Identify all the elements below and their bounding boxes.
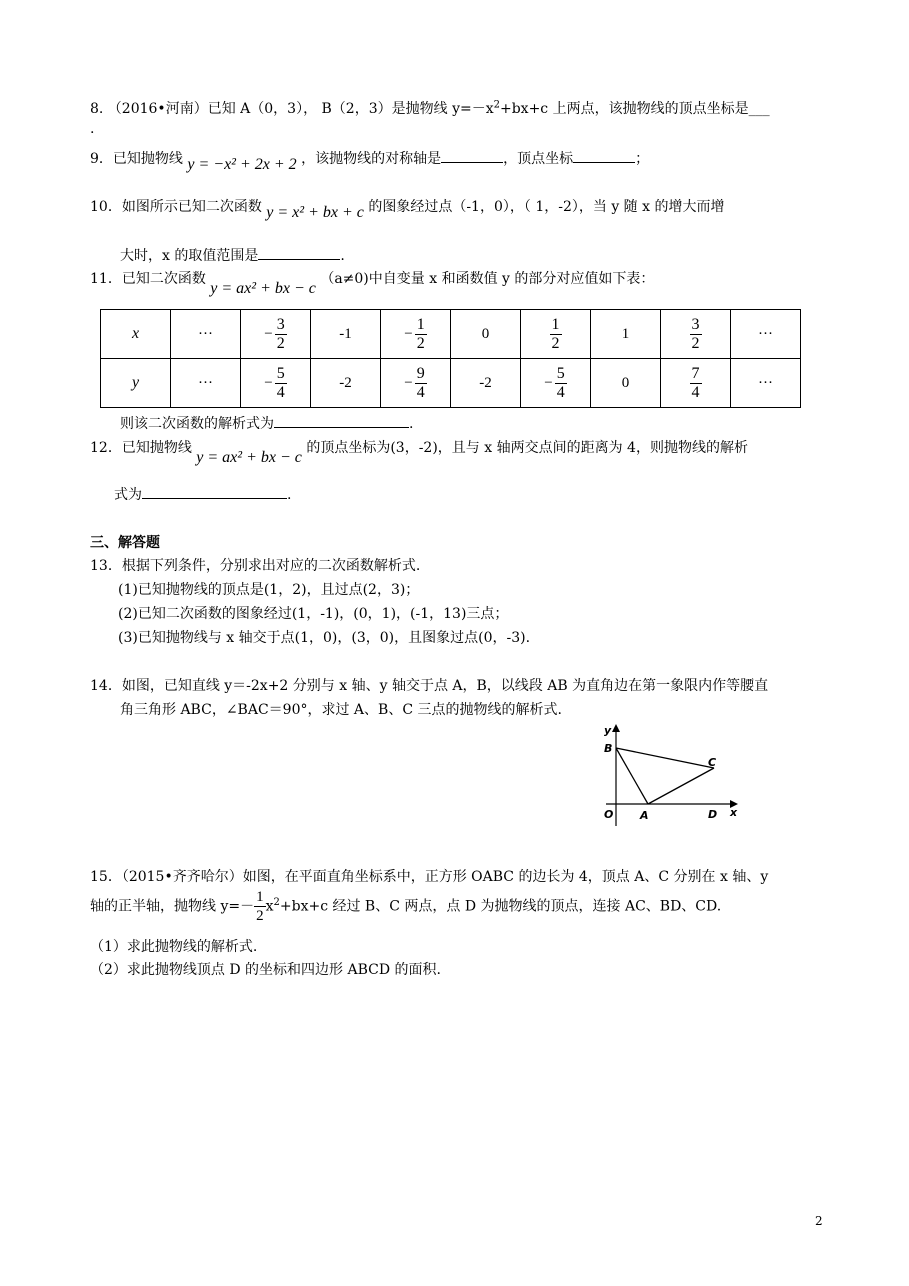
q9-mid: ，该抛物线的对称轴是 xyxy=(301,151,442,167)
q11-post: （a≠0)中自变量 x 和函数值 y 的部分对应值如下表： xyxy=(320,271,655,287)
q10-line2-end: . xyxy=(340,248,345,264)
label-c: C xyxy=(708,756,717,769)
q11-formula: y = ax² + bx − c xyxy=(210,280,316,297)
label-o: O xyxy=(604,808,614,821)
label-x: x xyxy=(730,806,738,819)
q15-part1: （1）求此抛物线的解析式. xyxy=(90,939,258,955)
value-table xyxy=(100,309,801,408)
q9-pre: 9．已知抛物线 xyxy=(90,151,183,167)
q13-part3: (3)已知抛物线与 x 轴交于点(1，0)，(3，0)，且图象过点(0，-3). xyxy=(118,630,531,646)
table-head-y: y xyxy=(101,359,171,408)
label-d: D xyxy=(708,808,718,821)
table-cell: $\frac{7}{4}$ xyxy=(661,359,731,408)
table-cell: 0 xyxy=(451,310,521,359)
q11-after-end: . xyxy=(409,416,414,432)
label-y: y xyxy=(604,724,612,737)
q9-blank-axis[interactable] xyxy=(441,148,503,163)
q13-part2: (2)已知二次函数的图象经过(1，-1)，(0，1)，(-1，13)三点； xyxy=(118,606,509,622)
table-cell: − $\frac{5}{4}$ xyxy=(521,359,591,408)
q12-blank[interactable] xyxy=(142,484,287,499)
q10-pre: 10．如图所示已知二次函数 xyxy=(90,199,262,215)
table-cell: ··· xyxy=(171,310,241,359)
table-cell: -2 xyxy=(451,359,521,408)
q11-pre: 11．已知二次函数 xyxy=(90,271,206,287)
q12-line2 xyxy=(114,484,291,504)
question-12 xyxy=(90,437,748,466)
q15-line2-pre: 轴的正半轴，抛物线 y=－ xyxy=(90,898,255,915)
q10-blank[interactable] xyxy=(258,245,340,260)
table-cell: ··· xyxy=(731,359,801,408)
q10-line2 xyxy=(120,245,345,265)
table-cell: 0 xyxy=(591,359,661,408)
q12-pre: 12．已知抛物线 xyxy=(90,440,192,456)
q8-text: 8. （2016•河南）已知 A（0，3）， B（2，3）是抛物线 y=－x xyxy=(90,101,494,117)
question-13: 13．根据下列条件，分别求出对应的二次函数解析式. xyxy=(90,558,421,574)
q11-after-text: 则该二次函数的解析式为 xyxy=(120,416,274,432)
q13-part1: (1)已知抛物线的顶点是(1，2)，且过点(2，3)； xyxy=(118,582,420,598)
q8-line2: . xyxy=(90,121,95,137)
label-b: B xyxy=(604,742,613,755)
label-a: A xyxy=(640,809,649,822)
table-cell: $\frac{1}{2}$ xyxy=(521,310,591,359)
q9-mid2: ，顶点坐标 xyxy=(503,151,574,167)
q9-end: ； xyxy=(635,151,650,167)
q11-after xyxy=(120,413,413,433)
table-cell: − $\frac{1}{2}$ xyxy=(381,310,451,359)
q15-x: x xyxy=(265,898,274,915)
q10-formula: y = x² + bx + c xyxy=(266,204,364,221)
table-cell: ··· xyxy=(171,359,241,408)
table-row-x xyxy=(101,310,801,359)
q12-line2-end: . xyxy=(287,487,292,503)
table-cell: 1 xyxy=(591,310,661,359)
question-11 xyxy=(90,268,655,297)
q12-line2-text: 式为 xyxy=(114,487,142,503)
table-cell: -1 xyxy=(311,310,381,359)
q15-line2-end: +bx+c 经过 B、C 两点，点 D 为抛物线的顶点，连接 AC、BD、CD. xyxy=(279,898,722,915)
q9-formula: y = −x² + 2x + 2 xyxy=(187,156,297,173)
triangle-figure xyxy=(590,722,750,832)
table-cell: $\frac{3}{2}$ xyxy=(661,310,731,359)
q15-fraction: $\frac{1}{2}$ xyxy=(256,889,264,924)
table-cell: − $\frac{9}{4}$ xyxy=(381,359,451,408)
q10-post: 的图象经过点（-1，0），（ 1，-2），当 y 随 x 的增大而增 xyxy=(368,199,725,215)
q14-line2: 角三角形 ABC，∠BAC＝90°，求过 A、B、C 三点的抛物线的解析式. xyxy=(120,702,562,718)
q12-post: 的顶点坐标为(3，-2)，且与 x 轴两交点间的距离为 4，则抛物线的解析 xyxy=(306,440,748,456)
q15-sup: 2 xyxy=(273,896,280,908)
page-number: 2 xyxy=(815,1214,823,1228)
segment-bc xyxy=(616,748,717,769)
segment-ba xyxy=(616,748,648,804)
q8-text-b: +bx+c 上两点，该抛物线的顶点坐标是___ xyxy=(499,101,770,117)
table-head-x: x xyxy=(101,310,171,359)
q15-line2 xyxy=(90,888,721,925)
question-8 xyxy=(90,98,770,118)
question-9 xyxy=(90,148,650,173)
segment-ac xyxy=(648,768,714,804)
section-heading: 三、解答题 xyxy=(90,535,160,551)
q10-line2-text: 大时，x 的取值范围是 xyxy=(120,248,259,264)
q11-blank[interactable] xyxy=(274,413,409,428)
y-axis-arrow xyxy=(612,724,620,732)
question-14: 14．如图，已知直线 y＝-2x+2 分别与 x 轴、y 轴交于点 A，B，以线段 AB 为直角边在第一象限内作等腰直 xyxy=(90,678,769,694)
table-cell: − $\frac{5}{4}$ xyxy=(241,359,311,408)
table-cell: ··· xyxy=(731,310,801,359)
table-row-y xyxy=(101,359,801,408)
question-15: 15．（2015•齐齐哈尔）如图，在平面直角坐标系中，正方形 OABC 的边长为 4，顶点 A、C 分别在 x 轴、y xyxy=(90,869,769,885)
q9-blank-vertex[interactable] xyxy=(573,148,635,163)
q15-part2: （2）求此抛物线顶点 D 的坐标和四边形 ABCD 的面积. xyxy=(90,962,441,978)
q12-formula: y = ax² + bx − c xyxy=(196,449,302,466)
table-cell: − $\frac{3}{2}$ xyxy=(241,310,311,359)
table-cell: -2 xyxy=(311,359,381,408)
question-10 xyxy=(90,196,725,221)
q8-sup: 2 xyxy=(493,99,500,111)
